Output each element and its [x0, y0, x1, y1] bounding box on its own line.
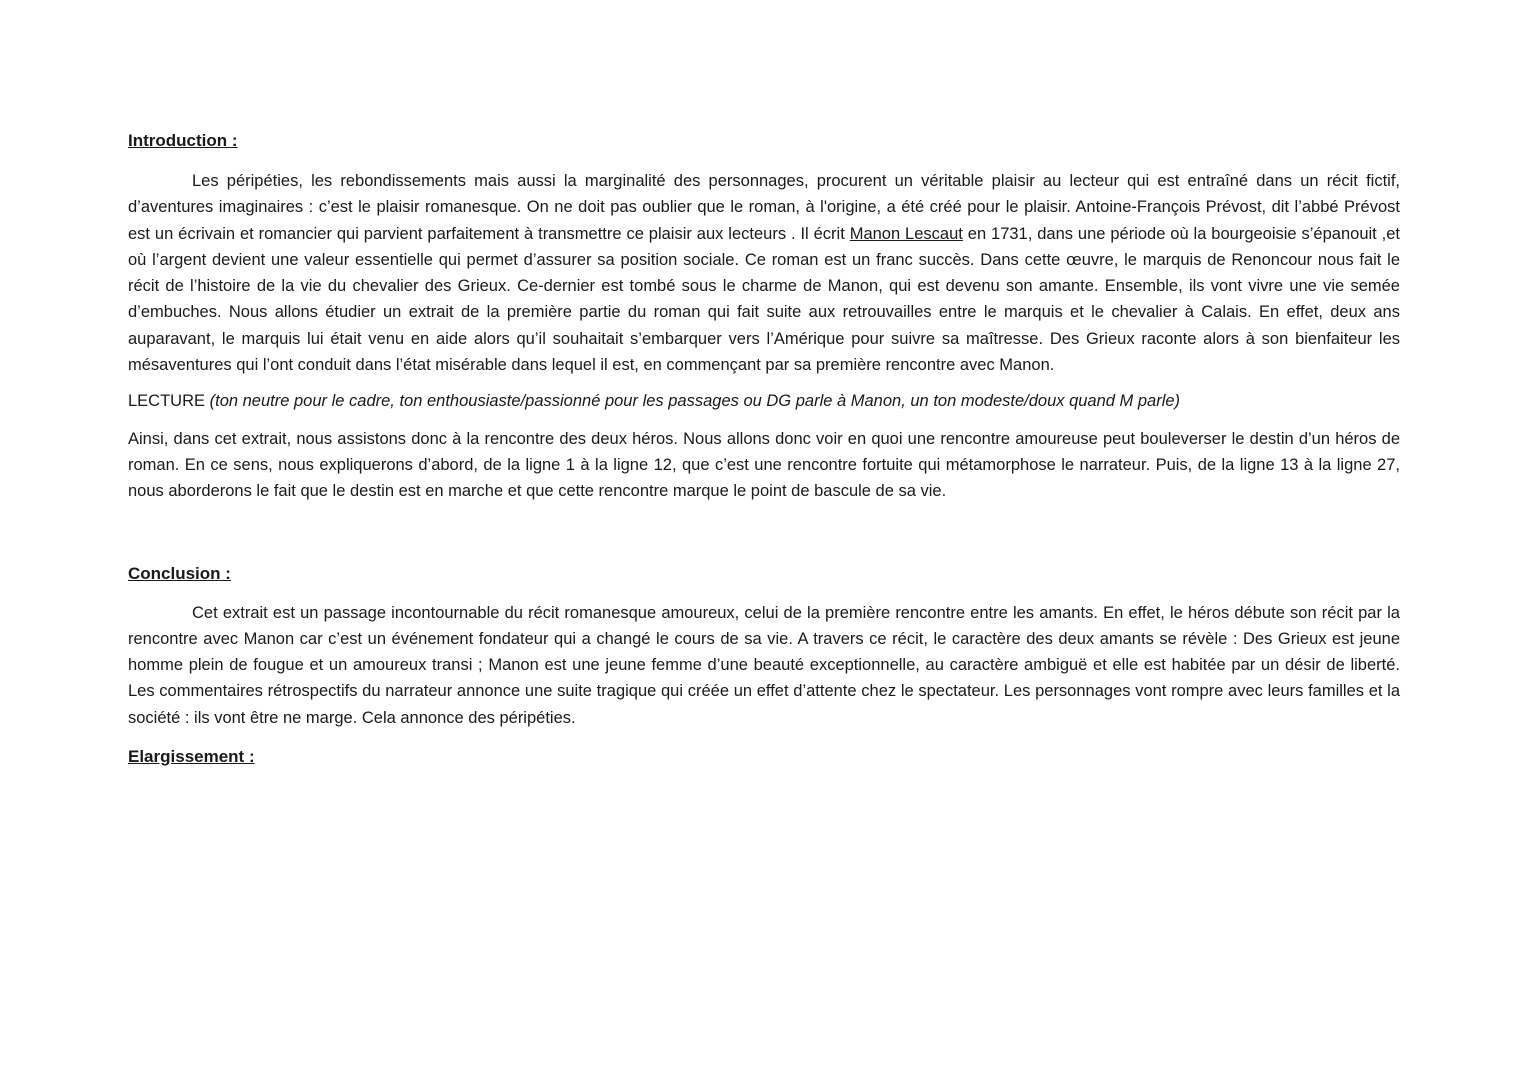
annonce-plan-paragraph: Ainsi, dans cet extrait, nous assistons donc à la rencontre des deux héros. Nous allons donc voir en quoi une rencontre amoureuse peut bouleverser le destin d’un héros de roman. En ce sens, nous expliquerons d’abord, de la ligne 1 à la ligne 12, que c’est une rencontre fortuite qui métamorphose le narrateur. Puis, de la ligne 13 à la ligne 27, nous aborderons le fait que le destin est en marche et que cette rencontre marque le point de bascule de sa vie.: [128, 429, 1400, 501]
lecture-label: LECTURE: [128, 392, 210, 411]
elargissement-heading: Elargissement :: [128, 747, 255, 767]
book-title: Manon Lescaut: [849, 224, 963, 243]
introduction-text-part2: en 1731, dans une période où la bourgeoisie s’épanouit ,et où l’argent devient une valeur essentielle qui permet d’assurer sa position sociale. Ce roman est un franc succès. Dans cette œuvre, le marquis de Renoncour nous fait le récit de l’histoire de la vie du chevalier des Grieux. Ce-dernier est tombé sous le charme de Manon, qui est devenu son amante. Ensemble, ils vont vivre une vie semée d’embuches. Nous allons étudier un extrait de la première partie du roman qui fait suite aux retrouvailles entre le marquis et le chevalier à Calais. En effet, deux ans auparavant, le marquis lui était venu en aide alors qu’il souhaitait s’embarquer vers l’Amérique pour suivre sa maîtresse. Des Grieux raconte alors à son bienfaiteur les mésaventures qui l’ont conduit dans l’état misérable dans lequel il est, en commençant par sa première rencontre avec Manon.: [128, 224, 1400, 375]
introduction-text-part1: Les péripéties, les rebondissements mais aussi la marginalité des personnages, procurent un véritable plaisir au lecteur qui est entraîné dans un récit fictif, d’aventures imaginaires : c’est le plaisir romanesque. On ne doit pas oublier que le roman, à l'origine, a été créé pour le plaisir. Antoine-François Prévost, dit l’abbé Prévost est un écrivain et romancier qui parvient parfaitement à transmettre ce plaisir aux lecteurs . Il écrit: [128, 172, 1400, 243]
conclusion-paragraph: Cet extrait est un passage incontournable du récit romanesque amoureux, celui de la première rencontre entre les amants. En effet, le héros débute son récit par la rencontre avec Manon car c’est un événement fondateur qui a changé le cours de sa vie. A travers ce récit, le caractère des deux amants se révèle : Des Grieux est jeune homme plein de fougue et un amoureux transi ; Manon est une jeune femme d’une beauté exceptionnelle, au caractère ambiguë et elle est habitée par un désir de liberté. Les commentaires rétrospectifs du narrateur annonce une suite tragique qui créée un effet d’attente chez le spectateur. Les personnages vont rompre avec leurs familles et la société : ils vont être ne marge. Cela annonce des péripéties.: [128, 603, 1400, 727]
introduction-paragraph: [128, 168, 1400, 378]
document-page: [128, 128, 1400, 770]
lecture-line: [128, 388, 1400, 414]
introduction-heading: Introduction :: [128, 131, 238, 150]
lecture-note: (ton neutre pour le cadre, ton enthousiaste/passionné pour les passages ou DG parle à Manon, un ton modeste/doux quand M parle): [209, 392, 1181, 411]
conclusion-heading: Conclusion :: [128, 563, 231, 583]
